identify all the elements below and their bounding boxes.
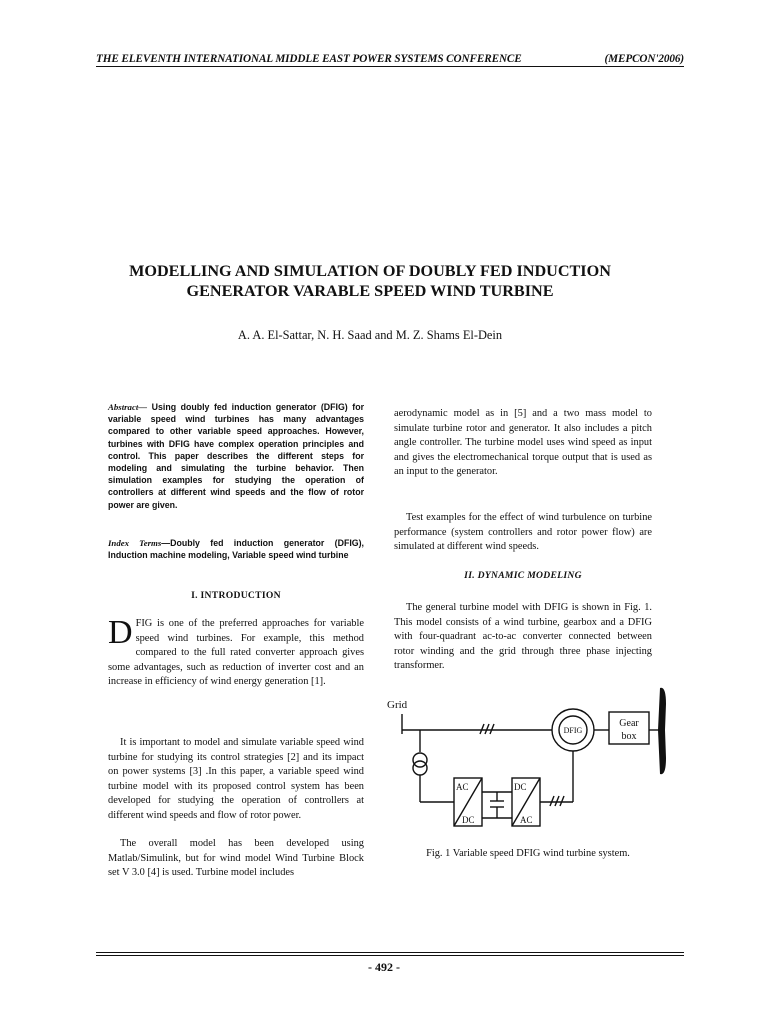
title-line-1: MODELLING AND SIMULATION OF DOUBLY FED INDUCTION [129, 262, 611, 280]
index-terms [108, 537, 364, 561]
footer-rule [96, 955, 684, 956]
intro-paragraph-2 [108, 736, 364, 824]
intro-p3-text: The overall model has been developed using Matlab/Simulink, but for wind model Wind Turbine Block set V 3.0 [4] is used. Turbine model includes [108, 838, 364, 879]
phase-tick [480, 724, 484, 734]
intro-paragraph-3 [108, 837, 364, 881]
index-terms-label: Index Terms [108, 538, 162, 548]
transformer-coil-2 [413, 761, 427, 775]
phase-tick [485, 724, 489, 734]
conference-name: THE ELEVENTH INTERNATIONAL MIDDLE EAST POWER SYSTEMS CONFERENCE [96, 53, 522, 65]
phase-tick [490, 724, 494, 734]
phase-tick [555, 796, 559, 806]
right-paragraph-2 [394, 511, 652, 555]
abstract [108, 401, 364, 511]
transformer-coil-1 [413, 753, 427, 767]
turbine-blade [658, 688, 666, 774]
converter-1-top-label: AC [456, 782, 469, 792]
right-paragraph-1 [394, 407, 652, 480]
right-p1-text: aerodynamic model as in [5] and a two mass model to simulate turbine rotor and generator. It also includes a pitch angle controller. The turbine model uses wind speed as input and gives the electromechanical torque output that is used as an input to the generator. [394, 408, 652, 478]
grid-label: Grid [387, 699, 408, 711]
conference-header [96, 53, 684, 67]
conference-acronym: (MEPCON'2006) [604, 53, 684, 65]
page-number: - 492 - [368, 960, 400, 974]
right-p3-text: The general turbine model with DFIG is shown in Fig. 1. This model consists of a wind turbine, gearbox and a DFIG with four-quadrant ac-to-ac converter connected between rotor winding and the grid through three phase injecting transformer. [394, 602, 652, 672]
author-list: A. A. El-Sattar, N. H. Saad and M. Z. Shams El-Dein [237, 328, 503, 342]
index-terms-text: —Doubly fed induction generator (DFIG), Induction machine modeling, Variable speed wind turbine [108, 538, 364, 561]
right-p2-text: Test examples for the effect of wind turbulence on turbine performance (system controllers and rotor power flow) are simulated at different wind speeds. [394, 512, 652, 553]
drop-cap: D [108, 614, 133, 651]
dfig-label: DFIG [563, 726, 583, 735]
figure-1-diagram [384, 684, 670, 832]
right-paragraph-3 [394, 601, 652, 674]
converter-2-top-label: DC [514, 782, 527, 792]
footer-rule [96, 952, 684, 953]
figure-1-caption: Fig. 1 Variable speed DFIG wind turbine system. [426, 848, 630, 859]
phase-tick [550, 796, 554, 806]
phase-tick [560, 796, 564, 806]
gearbox-label-2: box [621, 731, 637, 742]
gearbox-label-1: Gear [619, 718, 639, 729]
intro-p1-text: FIG is one of the preferred approaches for variable speed wind turbines. For example, this method compared to the full rated converter approach gives some advantages, such as reduction of inverter cost and an increase in efficiency of wind energy generation [1]. [108, 618, 364, 688]
section-heading-introduction: I. INTRODUCTION [191, 590, 281, 601]
intro-p2-text: It is important to model and simulate variable speed wind turbine for studying its control strategies [2] and its impact on power systems [3] .In this paper, a variable speed wind turbine model with its proposed control system has been developed for studying the operation of controllers at different wind speeds and flow of rotor power. [108, 737, 364, 821]
intro-paragraph-1 [108, 614, 364, 690]
title-line-2: GENERATOR VARABLE SPEED WIND TURBINE [186, 282, 554, 300]
converter-1-bottom-label: DC [462, 815, 475, 825]
abstract-label: Abstract— [108, 402, 148, 412]
section-heading-dynamic-modeling: II. DYNAMIC MODELING [464, 570, 582, 581]
converter-2-bottom-label: AC [520, 815, 533, 825]
paper-title [60, 261, 680, 301]
abstract-text: Using doubly fed induction generator (DFIG) for variable speed wind turbines has many advantages compared to other variable speed approaches. However, turbines with DFIG have complex operation principles and control. This paper describes the different steps for modeling and simulating the turbine behavior. Then simulation examples for studying the operation of controllers at different wind speeds and the flow of rotor power are given. [108, 402, 364, 510]
